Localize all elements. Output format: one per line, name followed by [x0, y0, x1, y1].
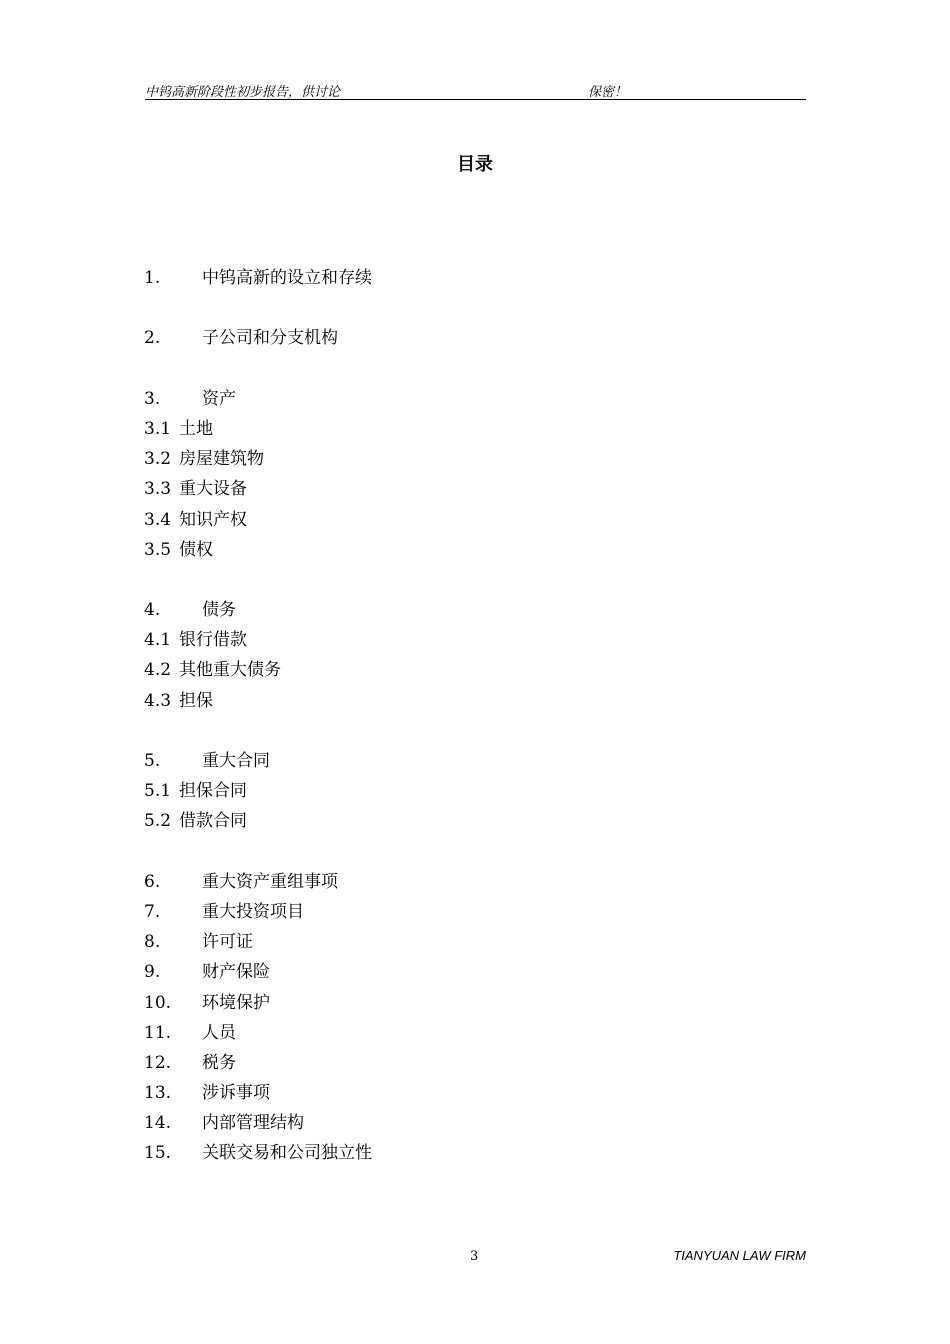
- toc-entry[interactable]: [144, 263, 744, 293]
- toc-entry-label: 知识产权: [179, 509, 247, 530]
- toc-entry-label: 其他重大债务: [179, 660, 281, 681]
- toc-entry[interactable]: [144, 444, 744, 474]
- toc-entry-number: 1.: [144, 268, 161, 288]
- toc-entry[interactable]: [144, 806, 744, 836]
- toc-entry-label: 许可证: [202, 932, 253, 953]
- toc-entry-number: 8.: [144, 932, 161, 953]
- toc-entry-label: 重大资产重组事项: [202, 871, 338, 892]
- toc-entry[interactable]: [144, 655, 744, 685]
- toc-entry-label: 担保: [179, 690, 213, 711]
- toc-entry[interactable]: [144, 625, 744, 655]
- toc-entry[interactable]: [144, 505, 744, 535]
- toc-entry-label: 内部管理结构: [202, 1113, 304, 1134]
- toc-entry[interactable]: [144, 686, 744, 716]
- header-confidential: 保密！: [588, 85, 628, 100]
- toc-entry-number: 9.: [144, 962, 161, 983]
- footer-firm-name: TIANYUAN LAW FIRM: [673, 1248, 806, 1263]
- toc-entry-label: 债权: [179, 539, 213, 560]
- toc-entry[interactable]: [144, 535, 744, 565]
- toc-entry-number: 5.: [144, 751, 161, 771]
- toc-entry-label: 环境保护: [202, 992, 270, 1013]
- toc-entry-label: 资产: [202, 388, 236, 409]
- toc-entry-label: 中钨高新的设立和存续: [202, 268, 372, 288]
- toc-entry-number: 7.: [144, 901, 161, 922]
- toc-entry-number: 11.: [144, 1022, 172, 1043]
- toc-entry[interactable]: [144, 927, 744, 957]
- toc-title: 目录: [457, 154, 493, 175]
- toc-entry[interactable]: [144, 1108, 744, 1138]
- toc-entry-label: 子公司和分支机构: [202, 328, 338, 349]
- toc-entry[interactable]: [144, 776, 744, 806]
- toc-entry-label: 涉诉事项: [202, 1083, 270, 1104]
- toc-entry[interactable]: [144, 1048, 744, 1078]
- toc-entry[interactable]: [144, 897, 744, 927]
- toc-entry[interactable]: [144, 1138, 744, 1168]
- toc-entry-number: 4.2: [144, 660, 172, 681]
- toc-entry[interactable]: [144, 867, 744, 897]
- toc-entry-label: 土地: [179, 418, 213, 439]
- toc-entry-number: 2.: [144, 328, 161, 349]
- toc-entry-number: 10.: [144, 992, 172, 1013]
- toc-entry-label: 担保合同: [179, 781, 247, 802]
- toc-entry-number: 4.: [144, 600, 161, 621]
- toc-entry-number: 4.3: [144, 690, 172, 711]
- toc-entry-number: 5.1: [144, 781, 172, 802]
- toc-entry-number: 12.: [144, 1052, 172, 1073]
- toc-entry[interactable]: [144, 746, 744, 776]
- page-number: 3: [470, 1249, 479, 1264]
- header-report-title: 中钨高新阶段性初步报告，供讨论: [145, 85, 341, 100]
- toc-entry-label: 重大合同: [202, 751, 270, 771]
- toc-entry-label: 税务: [202, 1052, 236, 1073]
- toc-entry-number: 3.1: [144, 418, 172, 439]
- toc-entry[interactable]: [144, 323, 744, 353]
- toc-entry-number: 3.5: [144, 539, 172, 560]
- toc-entry[interactable]: [144, 414, 744, 444]
- page-header: [145, 80, 806, 100]
- toc-entry-number: 13.: [144, 1083, 172, 1104]
- toc-entry-label: 重大投资项目: [202, 901, 304, 922]
- toc-entry-number: 3.3: [144, 479, 172, 500]
- toc-entry[interactable]: [144, 988, 744, 1018]
- toc-entry-number: 3.4: [144, 509, 172, 530]
- toc-entry[interactable]: [144, 1018, 744, 1048]
- toc-entry-label: 人员: [202, 1022, 236, 1043]
- toc-entry-label: 重大设备: [179, 479, 247, 500]
- toc-entry[interactable]: [144, 474, 744, 504]
- toc-entry-label: 银行借款: [179, 630, 247, 651]
- toc-entry-number: 3.2: [144, 449, 172, 470]
- toc-entry-label: 财产保险: [202, 962, 270, 983]
- toc-entry[interactable]: [144, 384, 744, 414]
- toc-entry-number: 14.: [144, 1113, 172, 1134]
- table-of-contents: [144, 263, 744, 1169]
- toc-entry-label: 关联交易和公司独立性: [202, 1143, 372, 1164]
- toc-entry[interactable]: [144, 595, 744, 625]
- toc-entry-number: 6.: [144, 871, 161, 892]
- toc-entry-label: 房屋建筑物: [179, 449, 264, 470]
- toc-entry-label: 债务: [202, 600, 236, 621]
- toc-entry-label: 借款合同: [179, 811, 247, 832]
- toc-entry-number: 3.: [144, 388, 161, 409]
- toc-entry-number: 15.: [144, 1143, 172, 1164]
- toc-entry-number: 5.2: [144, 811, 172, 832]
- toc-entry[interactable]: [144, 1078, 744, 1108]
- toc-entry[interactable]: [144, 957, 744, 987]
- toc-entry-number: 4.1: [144, 630, 172, 651]
